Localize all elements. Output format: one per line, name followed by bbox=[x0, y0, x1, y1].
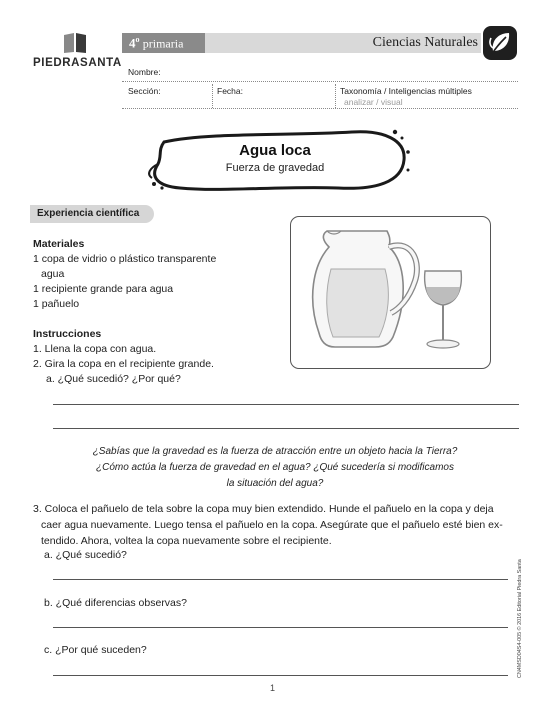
brand-logo: PIEDRASANTA bbox=[33, 57, 122, 69]
grade-label: 4$^o$ primaria bbox=[129, 35, 184, 51]
question-a: a. ¿Qué sucedió? ¿Por qué? bbox=[46, 373, 181, 385]
book-logo-icon bbox=[62, 32, 88, 54]
taxonomy-label: Taxonomía / Inteligencias múltiples bbox=[340, 86, 472, 96]
activity-subtitle: Fuerza de gravedad bbox=[225, 162, 325, 174]
instruction-step: 2. Gira la copa en el recipiente grande. bbox=[33, 358, 214, 370]
section-label: Sección: bbox=[128, 86, 161, 96]
section-field-line[interactable] bbox=[122, 108, 518, 109]
materials-item: 1 pañuelo bbox=[33, 298, 80, 310]
name-label: Nombre: bbox=[128, 67, 161, 77]
date-label: Fecha: bbox=[217, 86, 243, 96]
leaf-icon bbox=[483, 26, 517, 60]
section-tag: Experiencia científica bbox=[37, 208, 140, 219]
title-frame bbox=[140, 124, 418, 196]
question-3b: b. ¿Qué diferencias observas? bbox=[44, 597, 187, 609]
reflection-text: ¿Sabías que la gravedad es la fuerza de atracción entre un objeto hacia la Tierra? ¿Cómo actúa la fuerza de gravedad en el agua? ¿Qué sucedería si modificamos la situación del agua? bbox=[92, 446, 458, 489]
answer-line[interactable] bbox=[53, 404, 519, 405]
instructions-heading: Instrucciones bbox=[33, 328, 102, 340]
page-number: 1 bbox=[270, 683, 276, 693]
answer-line[interactable] bbox=[53, 675, 508, 676]
answer-line[interactable] bbox=[53, 627, 508, 628]
materials-item: 1 recipiente grande para agua bbox=[33, 283, 174, 295]
pitcher-icon bbox=[291, 217, 490, 368]
step-3: 3. Coloca el pañuelo de tela sobre la copa muy bien extendido. Hunde el pañuelo en la copa y deja caer agua nuevamente. Luego tensa el pañuelo en la copa. Asegúrate que el pañuelo esté bien ex- tendido. Ahora, voltea la copa nuevamente sobre el recipiente. bbox=[33, 503, 503, 547]
instruction-step: 1. Llena la copa con agua. bbox=[33, 343, 157, 355]
materials-item: 1 copa de vidrio o plástico transparente bbox=[33, 253, 217, 265]
field-divider bbox=[212, 84, 213, 108]
activity-title: Agua loca bbox=[239, 142, 311, 159]
question-3a: a. ¿Qué sucedió? bbox=[44, 549, 127, 561]
question-3c: c. ¿Por qué suceden? bbox=[44, 644, 147, 656]
subject-title: Ciencias Naturales bbox=[372, 35, 478, 50]
copyright-text: CN4MSD04S4-005 © 2016 Editorial Piedra Santa bbox=[517, 559, 523, 678]
materials-heading: Materiales bbox=[33, 238, 85, 250]
taxonomy-value: analizar / visual bbox=[344, 97, 403, 107]
name-field-line[interactable] bbox=[122, 81, 518, 82]
wine-glass-icon bbox=[425, 271, 462, 348]
field-divider bbox=[335, 84, 336, 108]
illustration-box bbox=[290, 216, 491, 369]
answer-line[interactable] bbox=[53, 428, 519, 429]
answer-line[interactable] bbox=[53, 579, 508, 580]
copyright-note bbox=[514, 548, 524, 678]
materials-item: agua bbox=[41, 268, 65, 280]
